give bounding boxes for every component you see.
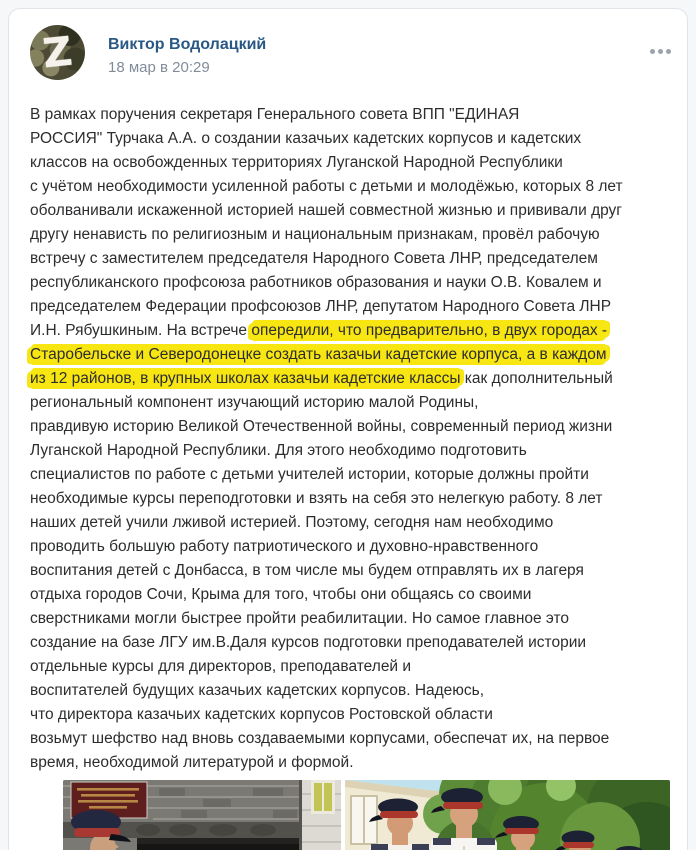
text-segment: другу ненависть по религиозным и национальным признакам, провёл рабочую xyxy=(30,226,600,243)
post-text-line xyxy=(30,391,678,415)
photo-attachment-officer-plaque[interactable] xyxy=(63,780,341,850)
text-segment: как дополнительный xyxy=(460,370,613,387)
post-card xyxy=(8,8,688,850)
post-text-line xyxy=(30,319,678,343)
highlighted-text: опередили, что предварительно, в двух городах - xyxy=(251,322,608,339)
text-segment: Луганской Народной Республики. Для этого необходимо подготовить xyxy=(30,442,527,459)
cadets-formation-illustration xyxy=(345,780,670,850)
text-segment: председателем Федерации профсоюзов ЛНР, депутатом Народного Совета ЛНР xyxy=(30,298,612,315)
text-segment: оболванивали искаженной историей нашей совместной жизнью и прививали друг xyxy=(30,202,622,219)
post-text-line xyxy=(30,343,678,367)
post-text-line xyxy=(30,271,678,295)
text-segment: время, необходимой литературой и формой. xyxy=(30,754,354,771)
post-text-line xyxy=(30,703,678,727)
text-segment: воспитания детей с Донбасса, в том числе мы будем отправлять их в лагеря xyxy=(30,562,584,579)
text-segment: И.Н. Рябушкиным. На встрече xyxy=(30,322,252,339)
text-segment: специалистов по работе с детьми учителей истории, которые должны пройти xyxy=(30,466,589,483)
post-text-line xyxy=(30,103,678,127)
author-name-link[interactable]: Виктор Водолацкий xyxy=(108,36,267,53)
text-segment: наших детей учили лживой истерией. Поэтому, сегодня нам необходимо xyxy=(30,514,554,531)
post-text xyxy=(30,103,678,775)
post-text-line xyxy=(30,223,678,247)
text-segment: проводить большую работу патриотического и духовно-нравственного xyxy=(30,538,539,555)
author-avatar[interactable] xyxy=(30,25,85,80)
text-segment: региональный компонент изучающий историю малой Родины, xyxy=(30,394,479,411)
post-text-line xyxy=(30,439,678,463)
photo-attachments xyxy=(9,780,689,850)
post-text-line xyxy=(30,583,678,607)
photo-attachment-cadets-formation[interactable] xyxy=(345,780,670,850)
text-segment: с учётом необходимости усиленной работы с детьми и молодёжью, которых 8 лет xyxy=(30,178,623,195)
ellipsis-dot xyxy=(666,49,671,54)
text-segment: РОССИЯ" Турчака А.А. о создании казачьих кадетских корпусов и кадетских xyxy=(30,130,582,147)
post-text-line xyxy=(30,751,678,775)
officer-plaque-illustration xyxy=(63,780,341,850)
post-text-line xyxy=(30,199,678,223)
post-text-line xyxy=(30,559,678,583)
text-segment: воспитателей будущих казачьих кадетских корпусов. Надеюсь, xyxy=(30,682,485,699)
post-text-line xyxy=(30,175,678,199)
text-segment: республиканского профсоюза работников образования и науки О.В. Ковалем и xyxy=(30,274,602,291)
text-segment: отдельные курсы для директоров, преподавателей и xyxy=(30,658,412,675)
post-text-line xyxy=(30,535,678,559)
text-segment: В рамках поручения секретаря Генерального совета ВПП "ЕДИНАЯ xyxy=(30,106,520,123)
post-header xyxy=(108,36,266,76)
text-segment: возьмут шефство над вновь создаваемыми корпусами, обеспечат их, на первое xyxy=(30,730,610,747)
post-text-line xyxy=(30,295,678,319)
post-text-line xyxy=(30,679,678,703)
post-text-line xyxy=(30,127,678,151)
text-segment: необходимые курсы переподготовки и взять на себя это нелегкую работу. 8 лет xyxy=(30,490,603,507)
text-segment: встречу с заместителем председателя Народного Совета ЛНР, председателем xyxy=(30,250,598,267)
post-text-line xyxy=(30,247,678,271)
text-segment: классов на освобожденных территориях Луганской Народной Республики xyxy=(30,154,563,171)
z-letter: Z xyxy=(40,28,75,77)
post-text-line xyxy=(30,727,678,751)
post-text-line xyxy=(30,463,678,487)
post-text-line xyxy=(30,607,678,631)
ellipsis-dot xyxy=(650,49,655,54)
text-segment: создание на базе ЛГУ им.В.Даля курсов подготовки преподавателей истории xyxy=(30,634,587,651)
post-text-line xyxy=(30,631,678,655)
post-text-line xyxy=(30,367,678,391)
text-segment: сверстниками могли быстрее пройти реабилитации. Но самое главное это xyxy=(30,610,570,627)
post-text-line xyxy=(30,511,678,535)
post-menu-button[interactable] xyxy=(640,39,680,63)
highlighted-text: Старобельске и Северодонецке создать казачьи кадетские корпуса, а в каждом xyxy=(30,346,607,363)
post-text-line xyxy=(30,655,678,679)
post-text-line xyxy=(30,415,678,439)
text-segment: отдыха городов Сочи, Крыма для того, чтобы они общаясь со своими xyxy=(30,586,532,603)
text-segment: правдивую историю Великой Отечественной войны, современный период жизни xyxy=(30,418,613,435)
ellipsis-dot xyxy=(658,49,663,54)
highlighted-text: из 12 районов, в крупных школах казачьи кадетские классы xyxy=(30,370,461,387)
post-text-line xyxy=(30,151,678,175)
text-segment: что директора казачьих кадетских корпусов Ростовской области xyxy=(30,706,493,723)
post-text-line xyxy=(30,487,678,511)
post-date-link[interactable]: 18 мар в 20:29 xyxy=(108,59,210,76)
